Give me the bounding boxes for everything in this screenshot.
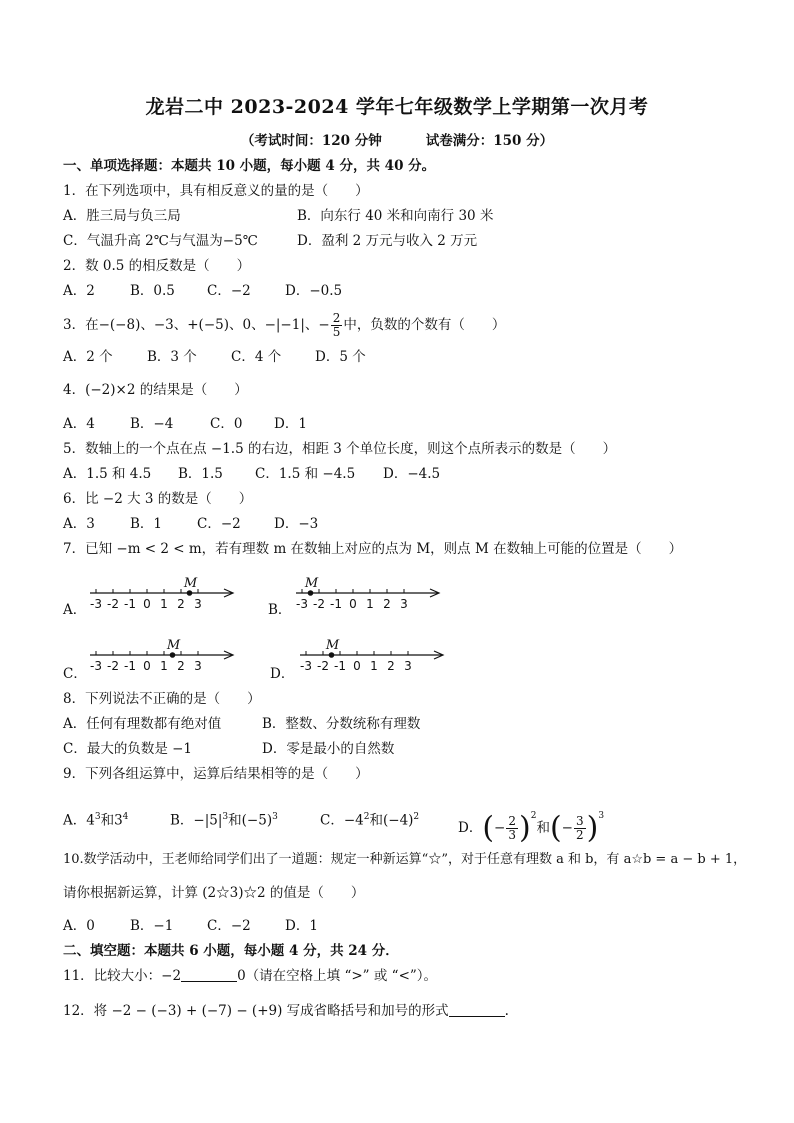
exam-info xyxy=(0,129,794,149)
q1-option-c: C．气温升高 2℃与气温为−5℃ xyxy=(63,233,258,249)
q9-option-d: D．(− $\frac{2}{3}$ )$^2$和(− $\frac{3}{2}$ )$^3$ xyxy=(458,810,605,846)
q2-option-a: A．2 xyxy=(63,283,95,299)
numberline-tick-label: 3 xyxy=(400,597,408,611)
q9-d-paren: ) xyxy=(519,810,531,846)
q3-option-c: C．4 个 xyxy=(231,349,282,365)
q10-option-c: C．−2 xyxy=(207,918,251,934)
q1-stem: 1．在下列选项中，具有相反意义的量的是（ ） xyxy=(63,183,369,199)
q4-option-d: D．1 xyxy=(274,416,307,432)
exam-time: （考试时间：120 分钟 xyxy=(240,133,382,149)
q1-option-a: A．胜三局与负三局 xyxy=(63,208,181,224)
numberline-tick-label: 3 xyxy=(194,597,202,611)
q8-option-a: A．任何有理数都有绝对值 xyxy=(63,716,222,732)
q1-option-b: B．向东行 40 米和向南行 30 米 xyxy=(297,208,494,224)
numberline-tick-label: -2 xyxy=(107,659,119,673)
q9-c-term1: −4 xyxy=(343,812,364,829)
q7-option-d-numberline xyxy=(298,636,450,678)
q9-d-fraction2 xyxy=(574,815,586,842)
q5-option-b: B．1.5 xyxy=(178,466,223,482)
q9-a-exp1: 3 xyxy=(94,812,101,822)
q3-fraction xyxy=(331,312,343,339)
q9-option-a-label: A． xyxy=(63,812,87,829)
q6-option-c: C．−2 xyxy=(197,516,241,532)
q10-option-d: D．1 xyxy=(285,918,318,934)
q11-stem-tail: 0（请在空格上填 “>” 或 “<”）。 xyxy=(237,968,438,984)
q6-stem: 6．比 −2 大 3 的数是（ ） xyxy=(63,491,253,507)
numberline-tick-label: -3 xyxy=(300,659,312,673)
numberline-tick-label: -2 xyxy=(107,597,119,611)
point-m-marker xyxy=(308,590,314,596)
q9-option-c-label: C． xyxy=(320,812,344,829)
q9-d-paren: ) xyxy=(586,810,599,846)
q4-option-a: A．4 xyxy=(63,416,95,432)
section-heading-choice: 一、单项选择题：本题共 10 小题，每小题 4 分，共 40 分。 xyxy=(63,158,436,174)
q3-option-a: A．2 个 xyxy=(63,349,113,365)
q9-c-exp2: 2 xyxy=(413,812,420,822)
q11-stem xyxy=(63,967,437,985)
q9-d-den2: 2 xyxy=(575,828,584,842)
q2-option-b: B．0.5 xyxy=(130,283,175,299)
q2-stem: 2．数 0.5 的相反数是（ ） xyxy=(63,258,251,274)
point-m-marker xyxy=(170,652,176,658)
numberline-tick-label: 2 xyxy=(177,659,185,673)
numberline-tick-label: 0 xyxy=(143,659,151,673)
q5-option-c: C．1.5 和 −4.5 xyxy=(255,466,356,482)
q9-option-a xyxy=(63,808,128,830)
numberline-tick-label: -2 xyxy=(313,597,325,611)
q2-option-c: C．−2 xyxy=(207,283,251,299)
q9-b-exp1: 3 xyxy=(222,812,229,822)
q9-b-exp2: 3 xyxy=(272,812,278,822)
q9-d-exp2: 3 xyxy=(598,811,605,821)
q3-fraction-numerator: 2 xyxy=(332,311,341,325)
numberline-tick-label: -3 xyxy=(90,597,102,611)
page-title: 龙岩二中 2023-2024 学年七年级数学上学期第一次月考 xyxy=(145,96,649,118)
q5-stem: 5．数轴上的一个点在点 −1.5 的右边，相距 3 个单位长度，则这个点所表示的数是（ ） xyxy=(63,441,617,457)
point-m-marker xyxy=(187,590,193,596)
q8-stem: 8．下列说法不正确的是（ ） xyxy=(63,691,261,707)
q2-option-d: D．−0.5 xyxy=(285,283,343,299)
q3-stem-text: 3．在−(−8)、−3、+(−5)、0、−|−1|、− xyxy=(63,317,330,333)
q7-option-c-label: C． xyxy=(63,666,87,682)
q9-a-base2: 3 xyxy=(114,812,123,829)
q9-option-b-label: B． xyxy=(170,812,194,829)
q10-option-b: B．−1 xyxy=(130,918,174,934)
q6-option-b: B．1 xyxy=(130,516,163,532)
q9-option-b xyxy=(170,808,278,830)
numberline-tick-label: 1 xyxy=(160,597,168,611)
q1-option-d: D．盈利 2 万元与收入 2 万元 xyxy=(297,233,478,249)
q9-d-paren: ( xyxy=(482,810,495,846)
q3-fraction-denominator: 5 xyxy=(332,325,341,339)
q3-stem-tail: 中，负数的个数有（ ） xyxy=(343,317,506,333)
q12-stem xyxy=(63,1002,509,1020)
q9-b-and: 和 xyxy=(228,812,242,829)
numberline-tick-label: -1 xyxy=(124,597,136,611)
numberline-tick-label: 0 xyxy=(353,659,361,673)
q8-option-d: D．零是最小的自然数 xyxy=(262,741,395,757)
q3-option-b: B．3 个 xyxy=(147,349,197,365)
q9-b-term2: (−5) xyxy=(241,812,273,829)
q7-option-a-label: A． xyxy=(63,602,87,618)
q9-option-c xyxy=(320,808,419,830)
numberline-tick-label: -1 xyxy=(334,659,346,673)
q9-c-term2: (−4) xyxy=(382,812,414,829)
q7-option-c-numberline xyxy=(88,636,240,678)
q9-c-and: 和 xyxy=(369,812,383,829)
q3-option-d: D．5 个 xyxy=(315,349,366,365)
q7-option-a-numberline xyxy=(88,574,240,616)
numberline-tick-label: -1 xyxy=(124,659,136,673)
numberline-tick-label: 1 xyxy=(370,659,378,673)
section-heading-fill: 二、填空题：本题共 6 小题，每小题 4 分，共 24 分． xyxy=(63,943,399,959)
q9-d-fraction1 xyxy=(506,815,518,842)
numberline-tick-label: 2 xyxy=(383,597,391,611)
q4-stem: 4．(−2)×2 的结果是（ ） xyxy=(63,382,248,398)
exam-score: 试卷满分：150 分） xyxy=(425,133,554,149)
numberline-tick-label: 2 xyxy=(177,597,185,611)
numberline-tick-label: 0 xyxy=(143,597,151,611)
q4-option-b: B．−4 xyxy=(130,416,174,432)
q11-stem-text: 11．比较大小：−2 xyxy=(63,968,182,984)
q6-option-d: D．−3 xyxy=(274,516,319,532)
q7-option-d-label: D． xyxy=(270,666,295,682)
q9-d-num1: 2 xyxy=(508,814,516,828)
numberline-tick-label: -3 xyxy=(296,597,308,611)
q9-d-den1: 3 xyxy=(508,828,516,842)
q9-a-base1: 4 xyxy=(86,812,95,829)
point-m-label: M xyxy=(325,638,340,653)
q12-stem-tail: . xyxy=(504,1003,509,1019)
q6-option-a: A．3 xyxy=(63,516,95,532)
q7-option-b-label: B． xyxy=(268,602,292,618)
point-m-label: M xyxy=(304,576,319,591)
q9-b-term1: −|5| xyxy=(193,812,223,829)
q9-d-and: 和 xyxy=(536,820,550,836)
point-m-marker xyxy=(329,652,335,658)
numberline-tick-label: 1 xyxy=(366,597,374,611)
numberline-tick-label: 3 xyxy=(404,659,412,673)
q10-option-a: A．0 xyxy=(63,918,95,934)
numberline-tick-label: 1 xyxy=(160,659,168,673)
numberline-tick-label: 3 xyxy=(194,659,202,673)
q11-answer-blank[interactable] xyxy=(181,967,237,982)
q12-answer-blank[interactable] xyxy=(449,1002,505,1017)
numberline-tick-label: -2 xyxy=(317,659,329,673)
numberline-tick-label: 2 xyxy=(387,659,395,673)
point-m-label: M xyxy=(166,638,181,653)
q10-stem-line1: 10.数学活动中，王老师给同学们出了一道题：规定一种新运算“☆”，对于任意有理数 a 和 b，有 a☆b = a − b + 1， xyxy=(63,852,747,867)
q10-stem-line2: 请你根据新运算，计算 (2☆3)☆2 的值是（ ） xyxy=(63,885,365,901)
point-m-label: M xyxy=(183,576,198,591)
q7-option-b-numberline xyxy=(294,574,446,616)
numberline-tick-label: -1 xyxy=(330,597,342,611)
q9-c-exp1: 2 xyxy=(363,812,370,822)
q9-stem: 9．下列各组运算中，运算后结果相等的是（ ） xyxy=(63,766,369,782)
q9-d-num2: 3 xyxy=(575,814,584,828)
numberline-tick-label: 0 xyxy=(349,597,357,611)
numberline-tick-label: -3 xyxy=(90,659,102,673)
q3-stem xyxy=(63,311,505,339)
q7-stem: 7．已知 −m < 2 < m，若有理数 m 在数轴上对应的点为 M，则点 M 在数轴上可能的位置是（ ） xyxy=(63,541,683,557)
q9-option-d-label: D． xyxy=(458,820,483,836)
q9-d-exp1: 2 xyxy=(530,811,537,821)
q9-a-and: 和 xyxy=(100,812,115,829)
q8-option-b: B．整数、分数统称有理数 xyxy=(262,716,421,732)
q8-option-c: C．最大的负数是 −1 xyxy=(63,741,193,757)
q12-stem-text: 12．将 −2 − (−3) + (−7) − (+9) 写成省略括号和加号的形式 xyxy=(63,1003,449,1019)
q4-option-c: C．0 xyxy=(210,416,243,432)
q9-d-paren: ( xyxy=(549,810,562,846)
q5-option-a: A．1.5 和 4.5 xyxy=(63,466,152,482)
q9-a-exp2: 4 xyxy=(122,812,129,822)
q5-option-d: D．−4.5 xyxy=(383,466,441,482)
